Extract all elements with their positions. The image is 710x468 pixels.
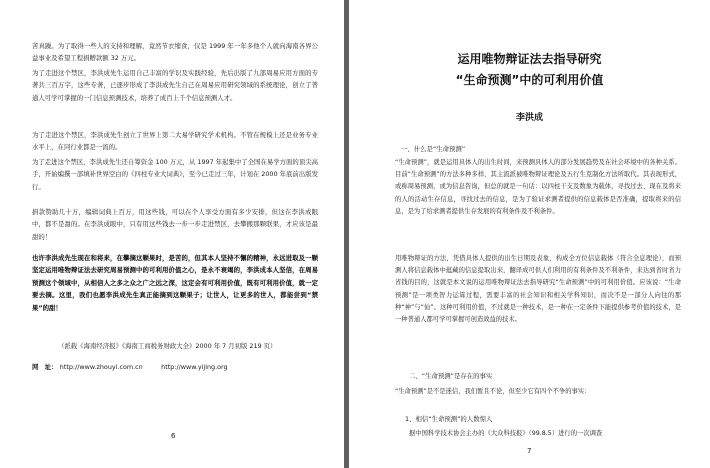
left-paragraph-3: 为了走进这个禁区，李洪成先生创立了世界上第二大易学研究学术机构。不管在规模上还是业务专业水平上，在同行业都是一流的。 [32,131,318,152]
page-number-left: 6 [171,432,176,440]
left-paragraph-2: 为了走进这个禁区，李洪成先生运用自己丰富的学识及实践经验，先后出版了九部周易应用方面的专著共三百万字，这些专著，已逐步形成了李洪成先生自己在周易应用研究领域的系统理论，创立了普通人可学可掌握的一门信息预测技术，培养了成百上千个信息预测人才。 [32,69,318,102]
article-author: 李洪成 [515,113,543,123]
source-citation: （派载《海南经济报》《海南工商税务财政大全》2000 年 7 月初版 219 页） [58,342,277,350]
article-title-line-1: 运用唯物辩证法去指导研究 [457,52,602,66]
article-title-line-2: “生命预测”中的可利用价值 [455,73,604,87]
section-2-heading: 二、“生命预测”是存在的事实 [409,372,493,380]
left-paragraph-1: 苦真躁。为了取得一些人的支持和理解，竟然节衣缩食，仅是 1999 年一年多他个人就向海南各界公益事业及希望工程捐赠款额 32 万元。 [32,42,318,63]
website-label: 网 址： [32,363,58,371]
section-1-paragraph-2: 用唯物辩证的方法，凭借具体人提供的出生日期及表象，构成全方位信息载体（符合全息理论），而预测人将信息载体中蕴藏的信息提取出来，翻译成可供人们利用的有利条件及不利条件，来达到省时省力省钱的目的，这就是本文说的运用唯物辩证法去指导研究“生命预测”中的可利用价值。应该说：“生命预测”是一项类智力运算过程，需要丰富的社会知识和相关学科知识，而决不是一部分人向往的那种“神”与“仙”。这种可利用价值，不过就是一种技术，是一种在一定条件下能提供参考价值的技术，是一种普通人都可学可掌握可创造效益的技术。 [395,255,681,324]
page-number-right: 7 [527,447,532,455]
left-paragraph-5: 捐款赞助几十万，编辑词典上百万，用这些钱，可以在个人享受方面有多少安排，但这在李洪成眼中，都不是甜的。在李洪成眼中，只有用这些钱去一步一步走进禁区，去攀搬那颗联果，才应该是最甜的！ [32,208,318,241]
section-1-paragraph-1: “生命预测”，就是运用具体人的出生时间，来预测具体人的部分发展趋势及在社会环境中的各种关系。目前“生命预测”的方法多种多样，其主流派被唯物辩证理论及五行生克制化方法所取代。其表现形式，或称周易预测，或为信息咨询，但总的就是一句话：以四柱干支及数象为载体，寻找过去、现在及将来的人的活动生存信息，寻找过去的信息，是为了验证求测者提供的信息载体是否准确，提取将来的信息，是为了给求测者提供生存发展的有利条件及不利条件。 [395,159,681,215]
right-page [349,0,710,468]
left-paragraph-4: 为了走进这个禁区，李洪成先生还自筹资金 100 万元，从 1997 年起集中了全国在易学方面的顶尖高手，开始编撰一部填补世界空白的《四柱专业大词典》，至今已走过三年，计划在 2000 年底前出版发行。 [32,158,318,191]
section-2-paragraph-2: 据中国科学技术协会主办的《大众科技报》（99.8.5）进行的一次调查 [409,430,603,437]
section-2-item-1: 1、相信“生命预测”的人数惊人 [405,415,493,423]
website-line [32,361,322,373]
left-page [0,0,344,468]
section-1-heading: 一、什么是“生命预测” [401,145,466,153]
left-paragraph-6: 也许李洪成先生现在和将来，在攀摘这颗果时，是苦的，但其本人坚持不懈的精神，永远进取及一颗坚定运用唯物辩证法去研究周易预测中的可利用价值之心，是永不衰竭的，李洪成本人坚信，在周易预测这个领域中，从相信人之多之众之广之远之深，这定会有可利用价值，既有可利用价值，就一定要去摘。这里，我们也愿李洪成先生真正能摘到这颗果子；让世人，让更多的世人，都能尝到“禁果”的甜！ [32,254,318,312]
website-url-1[interactable]: http://www.zhouyi.com.cn [59,363,143,371]
website-url-2[interactable]: http://www.yijing.org [161,363,228,371]
section-2-paragraph-1: “生命预测”是不是迷信，我们暂且不论，但至少它有四个不争的事实： [395,388,591,395]
